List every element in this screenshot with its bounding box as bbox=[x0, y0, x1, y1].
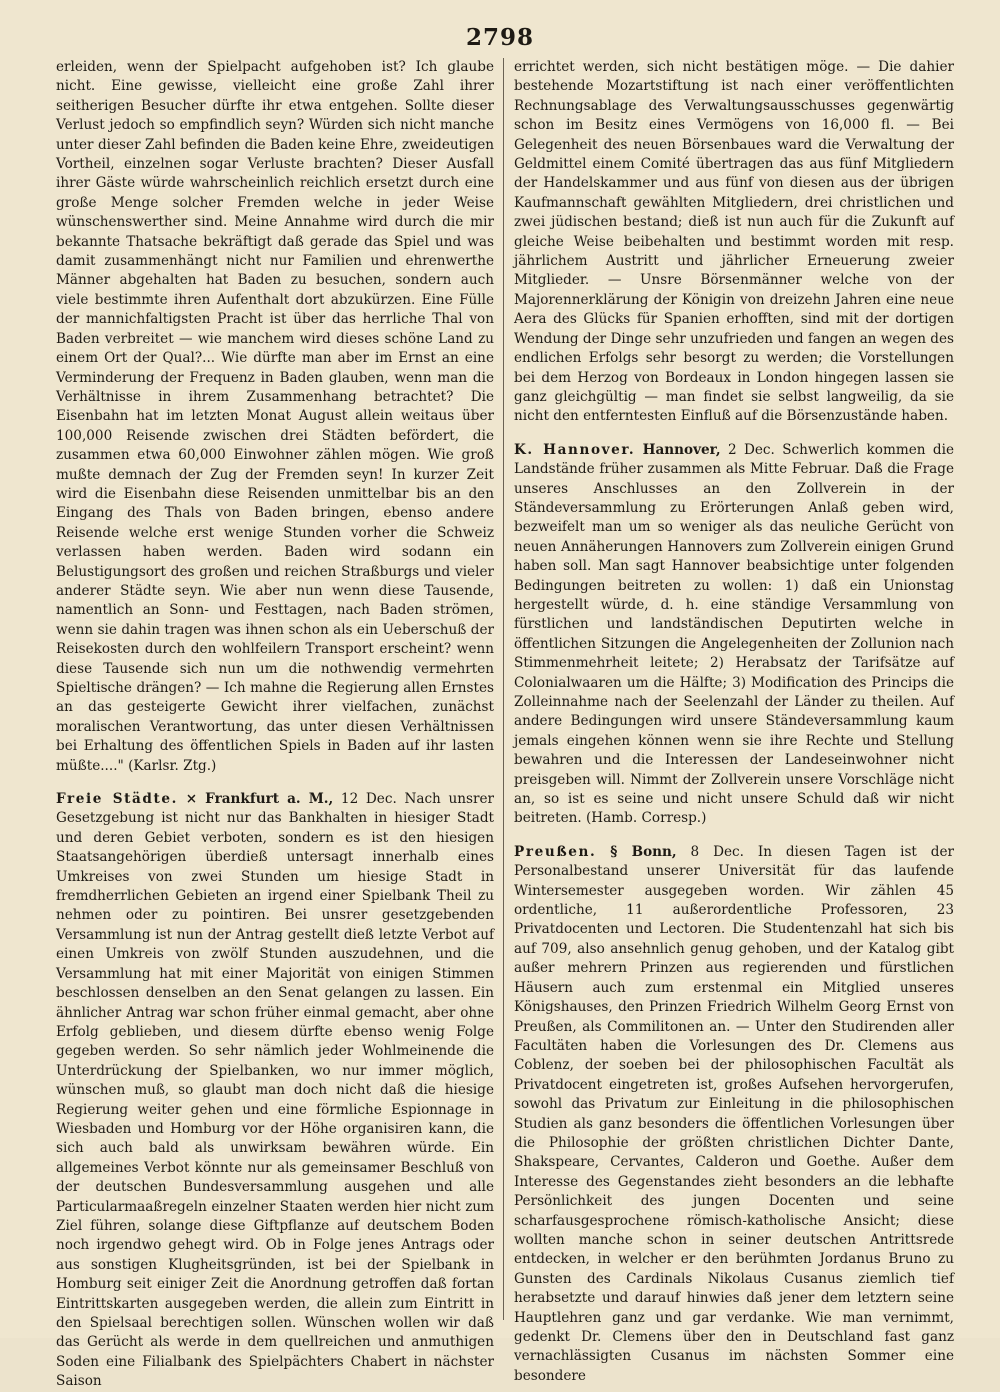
article-frankfurt-body: 12 Dec. Nach unsrer Gesetzgebung ist nicht nur das Bankhalten in hiesiger Stadt und deren Gebiet verboten, sondern es ist den hiesigen Staatsangehörigen überdieß untersagt innerhalb eines Umkreises von zwei Stunden um hiesige Stadt in fremdherrlichen Gebieten an irgend einer Spielbank Theil zu nehmen oder zu pointiren. Bei unsrer gesetzgebenden Versammlung ist nun der Antrag gestellt dieß letzte Verbot auf einen Umkreis von zwölf Stunden auszudehnen, und die Versammlung hat mit einer Majorität von einigen Stimmen beschlossen denselben an den Senat gelangen zu lassen. Ein ähnlicher Antrag war schon früher einmal gemacht, aber ohne Erfolg geblieben, und diesem dürfte ebenso wenig Folge gegeben werden. So sehr nämlich jeder Wohlmeinende die Unterdrückung der Spielbanken, wo nur immer möglich, wünschen muß, so glaubt man doch nicht daß die hiesige Regierung weiter gehen und eine förmliche Espionnage in Wiesbaden und Homburg vor der Höhe organisiren kann, die sich auch bald als unwirksam bewähren würde. Ein allgemeines Verbot könnte nur als gemeinsamer Beschluß von der deutschen Bundesversammlung ausgehen und alle Particularmaaßregeln einzelner Staaten werden hier nicht zum Ziel führen, solange diese Giftpflanze auf deutschem Boden noch irgendwo gehegt wird. Ob in Folge jenes Antrags oder aus sonstigen Klugheitsgründen, ist bei der Spielbank in Homburg seit einiger Zeit die Anordnung getroffen daß fortan Eintrittskarten ausgegeben werden, die allein zum Eintritt in den Spielsaal berechtigen sollen. Wünschen wollen wir daß das Gerücht als werde in dem quellreichen und anmuthigen Soden eine Filialbank des Spielpächters Chabert in nächster Saison bbox=[56, 791, 495, 1390]
dateline-hannover: Hannover, bbox=[642, 441, 721, 458]
page-number: 2798 bbox=[465, 24, 534, 51]
dateline-bonn: § Bonn, bbox=[610, 843, 677, 860]
column-divider bbox=[503, 58, 504, 1320]
section-heading-preussen: Preußen. bbox=[514, 843, 597, 860]
section-heading-hannover: K. Hannover. bbox=[514, 441, 636, 458]
article-frankfurt bbox=[56, 790, 494, 1392]
dateline-frankfurt: × Frankfurt a. M., bbox=[185, 791, 334, 808]
article-hannover bbox=[514, 441, 954, 829]
left-column bbox=[56, 58, 495, 1390]
article-hannover-body: 2 Dec. Schwerlich kommen die Landstände früher zusammen als Mitte Februar. Daß die Frage unseres Anschlusses an den Zollverein in der Ständeversammlung zu Erörterungen Anlaß geben wird, bezweifelt man um so weniger als das neuliche Gerücht von neuen Annäherungen Hannovers zum Zollverein einigen Grund haben soll. Man sagt Hannover beabsichtige unter folgenden Bedingungen beitreten zu wollen: 1) daß ein Unionstag hergestellt würde, d. h. eine ständige Versammlung von fürstlichen und landständischen Deputirten welche in öffentlichen Sitzungen die Angelegenheiten der Zollunion nach Stimmenmehrheit leitete; 2) Herabsatz der Tarifsätze auf Colonialwaaren um die Hälfte; 3) Modification des Princips die Zolleinnahme nach der Seelenzahl der Länder zu theilen. Auf andere Bedingungen wird unsere Ständeversammlung kaum jemals eingehen können wenn sie ihre Rechte und Stellung bewahren und die Interessen der Landeseinwohner nicht preisgeben will. Nimmt der Zollverein unsere Vorschläge nicht an, so ist es seine und nicht unsere Schuld daß wir nicht beitreten. (Hamb. Corresp.) bbox=[514, 441, 954, 827]
article-frankfurt-continuation: errichtet werden, sich nicht bestätigen möge. — Die dahier bestehende Mozartstiftung ist nach einer veröffentlichten Rechnungsablage des Verwaltungsausschusses gegenwärtig schon im Besitz eines Vermögens von 16,000 fl. — Bei Gelegenheit des neuen Börsenbaues ward die Verwaltung der Geldmittel einem Comité übertragen das aus fünf Mitgliedern der Handelskammer und aus fünf von diesen aus der übrigen Kaufmannschaft gewählten Mitgliedern, drei christlichen und zwei jüdischen bestand; dieß ist nun auch für die Zukunft auf gleiche Weise beibehalten und bestimmt worden mit resp. jährlichem Austritt und jährlicher Erneuerung zweier Mitglieder. — Unsre Börsenmänner welche von der Majorennerklärung der Königin von dreizehn Jahren eine neue Aera des Glücks für Spanien erhofften, sind mit der dortigen Wendung der Dinge sehr unzufrieden und fangen an wegen des endlichen Erfolgs sehr besorgt zu werden; die Vorstellungen bei dem Herzog von Bordeaux in London hingegen lassen sie ganz gleichgültig — man findet sie selbst langweilig, da sie nicht den entferntesten Einfluß auf die Börsenzustände haben. bbox=[514, 59, 954, 425]
article-bonn-body: 8 Dec. In diesen Tagen ist der Personalbestand unserer Universität für das laufende Wintersemester ausgegeben worden. Wir zählen 45 ordentliche, 11 außerordentliche Professoren, 23 Privatdocenten und Lectoren. Die Studentenzahl hat sich bis auf 709, also ansehnlich genug gehoben, und der Katalog gibt außer mehrern Prinzen aus regierenden und fürstlichen Häusern auch zum erstenmal ein Mitglied unseres Königshauses, den Prinzen Friedrich Wilhelm Georg Ernst von Preußen, als Commilitonen an. — Unter den Studirenden aller Facultäten haben die Vorlesungen des Dr. Clemens aus Coblenz, der soeben bei der philosophischen Facultät als Privatdocent eingetreten ist, großes Aufsehen hervorgerufen, sowohl das Privatum zur Einleitung in die philosophischen Studien als ganz besonders die öffentlichen Vorlesungen über die Philosophie der größten christlichen Dichter Dante, Shakspeare, Cervantes, Calderon und Goethe. Außer dem Interesse des Gegenstandes zieht besonders an die lebhafte Persönlichkeit des jungen Docenten und seine scharfausgesprochene römisch-katholische Ansicht; diese wollten manche schon in seiner deutschen Antrittsrede entdecken, in welcher er den berühmten Jordanus Bruno zu Gunsten des Cardinals Nikolaus Cusanus ziemlich tief herabsetzte und darauf hinwies daß jener dem letztern seine Hauptlehren ganz und gar verdanke. Wie man vernimmt, gedenkt Dr. Clemens über den in Deutschland fast ganz vernachlässigten Cusanus im nächsten Sommer eine besondere bbox=[514, 843, 955, 1384]
section-heading-freie-staedte: Freie Städte. bbox=[56, 791, 178, 808]
article-bonn bbox=[514, 843, 954, 1386]
article-karlsruhe-continuation: erleiden, wenn der Spielpacht aufgehoben ist? Ich glaube nicht. Eine gewisse, vielleicht eine große Zahl ihrer seitherigen Besucher dürfte ihr etwa entgehen. Sollte dieser Verlust jedoch so empfindlich seyn? Würden sich nicht manche unter dieser Zahl befinden die Baden keine Ehre, zweideutigen Vortheil, einzelnen sogar Verluste brachten? Dieser Ausfall ihrer Gäste würde wahrscheinlich reichlich ersetzt durch eine große Menge solcher Fremden welche in jeder Weise wünschenswerther sind. Meine Annahme wird durch die mir bekannte Thatsache bekräftigt daß gerade das Spiel und was damit zusammenhängt nicht nur Familien und ehrenwerthe Männer abgehalten hat Baden zu besuchen, sondern auch viele bestimmte ihren Aufenthalt dort abzukürzen. Eine Fülle der mannichfaltigsten Pracht ist über das herrliche Thal von Baden verbreitet — wie manchem wird dieses schöne Land zu einem Ort der Qual?... Wie dürfte man aber im Ernst an eine Verminderung der Frequenz in Baden glauben, wenn man die Verhältnisse in ihrem Zusammenhang betrachtet? Die Eisenbahn hat im letzten Monat August allein weitaus über 100,000 Reisende zwischen drei Städten befördert, die zusammen etwa 60,000 Einwohner zählen mögen. Wie groß mußte demnach der Zug der Fremden seyn! In kurzer Zeit wird die Eisenbahn diese Reisenden unmittelbar bis an den Eingang des Thals von Baden bringen, ebenso andere Reisende welche erst wenige Stunden vorher die Schweiz verlassen haben werden. Baden wird sodann ein Belustigungsort des großen und reichen Straßburgs und vieler anderer Städte seyn. Wie aber nun wenn diese Tausende, namentlich an Sonn- und Festtagen, nach Baden strömen, wenn sie dahin tragen was ihnen schon als ein Ueberschuß der Reisekosten durch den wohlfeilern Transport erscheint? wenn diese Tausende sich nun um die nothwendig vermehrten Spieltische drängen? — Ich mahne die Regierung allen Ernstes an das gesteigerte Gewicht ihrer vielfachen, zunächst moralischen Verantwortung, das unter diesen Verhältnissen bei Erhaltung des öffentlichen Spiels in Baden auf ihr lasten müßte...." (Karlsr. Ztg.) bbox=[56, 59, 494, 774]
right-column bbox=[514, 58, 955, 1384]
